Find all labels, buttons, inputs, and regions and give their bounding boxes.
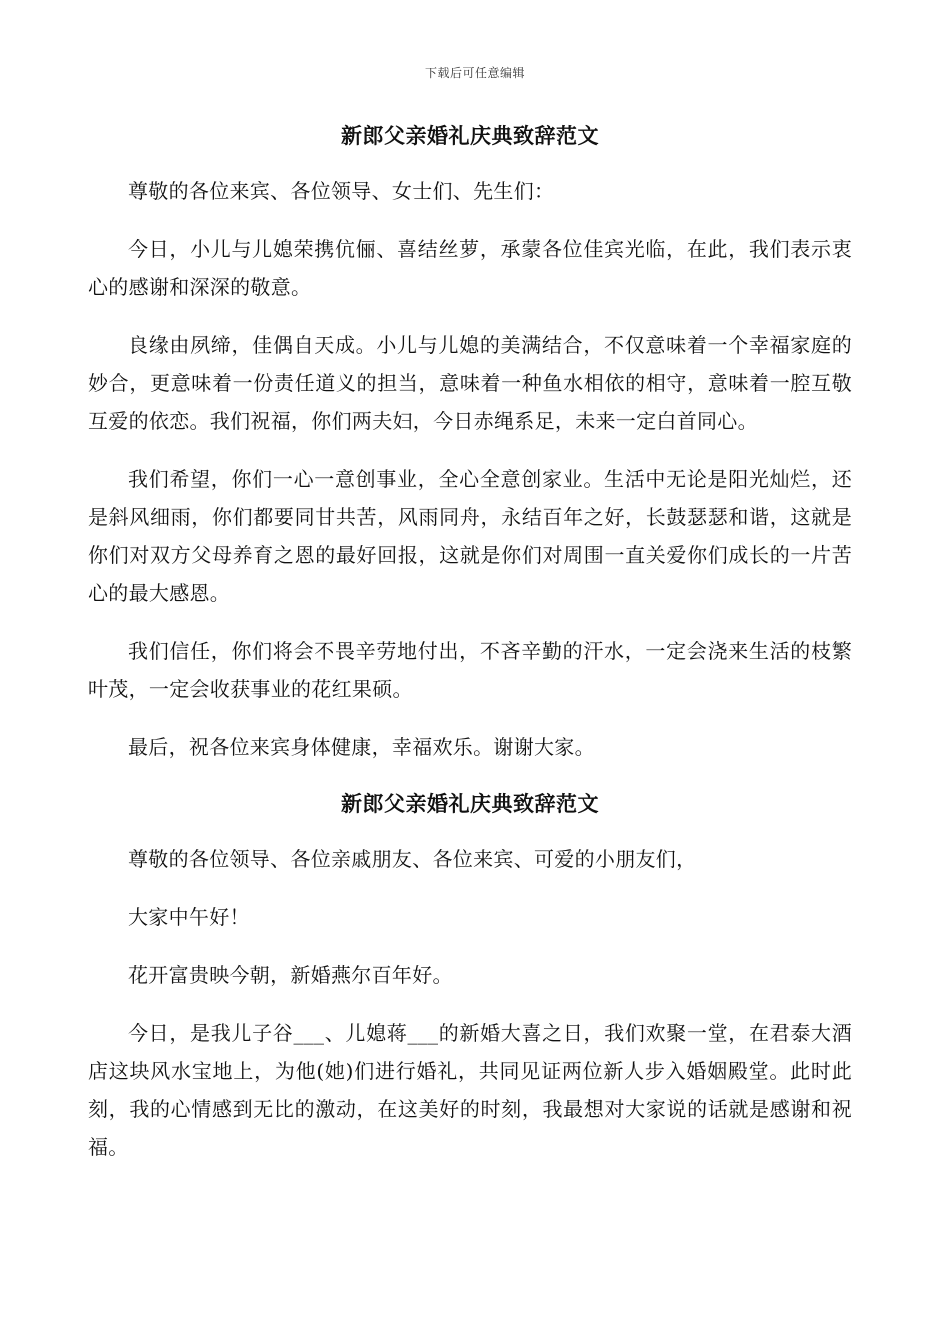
section2-paragraph-4: 今日，是我儿子谷___、儿媳蒋___的新婚大喜之日，我们欢聚一堂，在君泰大酒店这块风水宝地上，为他(她)们进行婚礼，共同见证两位新人步入婚姻殿堂。此时此刻，我的心情感到无比的激动，在这美好的时刻，我最想对大家说的话就是感谢和祝福。 xyxy=(88,1021,852,1159)
section2-paragraph-3: 花开富贵映今朝，新婚燕尔百年好。 xyxy=(128,963,453,987)
section1-paragraph-4: 我们希望，你们一心一意创事业，全心全意创家业。生活中无论是阳光灿烂，还是斜风细雨，你们都要同甘共苦，风雨同舟，永结百年之好，长鼓瑟瑟和谐，这就是你们对双方父母养育之恩的最好回报，这就是你们对周围一直关爱你们成长的一片苦心的最大感恩。 xyxy=(88,467,852,605)
section2-title: 新郎父亲婚礼庆典致辞范文 xyxy=(341,791,599,816)
section1-paragraph-2: 今日，小儿与儿媳荣携伉俪、喜结丝萝，承蒙各位佳宾光临，在此，我们表示衷心的感谢和深深的敬意。 xyxy=(88,237,852,299)
section1-paragraph-3: 良缘由夙缔，佳偶自天成。小儿与儿媳的美满结合，不仅意味着一个幸福家庭的妙合，更意味着一份责任道义的担当，意味着一种鱼水相依的相守，意味着一腔互敬互爱的依恋。我们祝福，你们两夫妇，今日赤绳系足，未来一定白首同心。 xyxy=(88,333,852,433)
section2-paragraph-2: 大家中午好！ xyxy=(128,905,250,929)
section1-paragraph-5: 我们信任，你们将会不畏辛劳地付出，不吝辛勤的汗水，一定会浇来生活的枝繁叶茂，一定会收获事业的花红果硕。 xyxy=(88,639,852,701)
download-note: 下载后可任意编辑 xyxy=(424,66,525,80)
section1-paragraph-6: 最后，祝各位来宾身体健康，幸福欢乐。谢谢大家。 xyxy=(128,735,595,759)
section1-title: 新郎父亲婚礼庆典致辞范文 xyxy=(341,123,599,148)
section2-paragraph-1: 尊敬的各位领导、各位亲戚朋友、各位来宾、可爱的小朋友们， xyxy=(128,847,697,871)
document-body xyxy=(88,118,852,1186)
section1-paragraph-1: 尊敬的各位来宾、各位领导、女士们、先生们： xyxy=(128,179,555,203)
